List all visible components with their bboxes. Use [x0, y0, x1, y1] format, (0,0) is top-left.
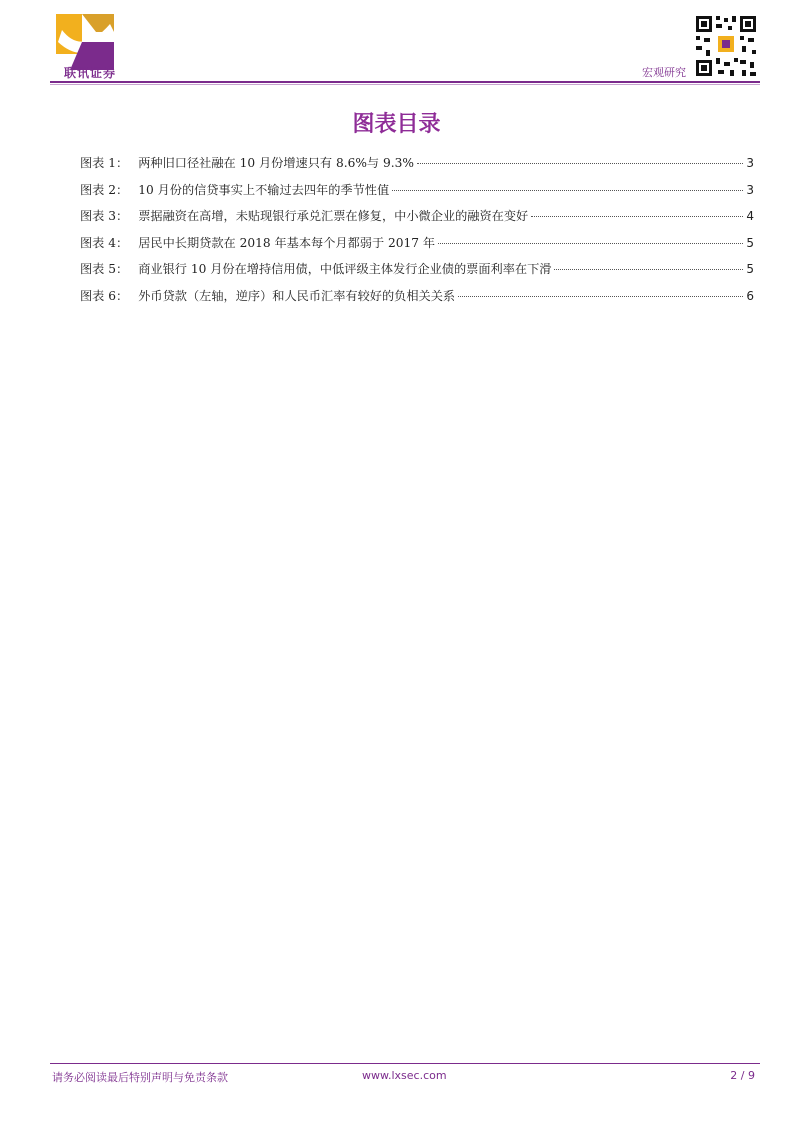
toc-leader-dots — [531, 216, 743, 217]
toc-item-text: 外币贷款（左轴，逆序）和人民币汇率有较好的负相关关系 — [138, 288, 456, 303]
toc-item-1[interactable] — [80, 154, 754, 181]
toc-item-6[interactable] — [80, 287, 754, 314]
company-name: 联讯证券 — [63, 66, 116, 80]
toc-item-text: 居民中长期贷款在 2018 年基本每个月都弱于 2017 年 — [138, 235, 436, 250]
toc-item-5[interactable] — [80, 260, 754, 287]
toc-leader-dots — [392, 190, 743, 191]
header-divider — [50, 81, 760, 83]
toc-item-4[interactable] — [80, 234, 754, 261]
report-category: 宏观研究 — [642, 66, 686, 79]
toc-item-3[interactable] — [80, 207, 754, 234]
toc-list — [80, 154, 754, 313]
toc-item-label: 图表 4： — [80, 235, 129, 250]
toc-title: 图表目录 — [352, 112, 441, 137]
footer-divider — [50, 1063, 760, 1064]
toc-item-page: 3 — [746, 156, 754, 170]
toc-item-text: 10 月份的信贷事实上不输过去四年的季节性值 — [138, 182, 390, 197]
toc-item-page: 4 — [746, 209, 754, 223]
toc-item-label: 图表 6： — [80, 288, 129, 303]
toc-item-label: 图表 2： — [80, 182, 129, 197]
toc-leader-dots — [458, 296, 743, 297]
toc-item-label: 图表 5： — [80, 262, 129, 276]
toc-item-text: 两种旧口径社融在 10 月份增速只有 8.6%与 9.3% — [138, 156, 414, 170]
toc-item-page: 5 — [746, 262, 754, 276]
toc-item-page: 6 — [746, 288, 754, 303]
toc-item-text: 票据融资在高增，未贴现银行承兑汇票在修复，中小微企业的融资在变好 — [138, 209, 529, 223]
header-divider-thin — [50, 84, 760, 85]
toc-item-text: 商业银行 10 月份在增持信用债，中低评级主体发行企业债的票面利率在下滑 — [138, 262, 552, 276]
toc-leader-dots — [554, 269, 743, 270]
toc-item-label: 图表 1： — [80, 156, 129, 170]
toc-leader-dots — [438, 243, 743, 244]
toc-item-page: 5 — [746, 235, 754, 250]
toc-leader-dots — [417, 163, 743, 164]
footer-page-indicator: 2 / 9 — [730, 1069, 755, 1082]
toc-item-page: 3 — [746, 182, 754, 197]
toc-item-label: 图表 3： — [80, 209, 129, 223]
toc-item-2[interactable] — [80, 181, 754, 208]
qr-code-icon — [694, 14, 758, 78]
footer-disclaimer: 请务必阅读最后特别声明与免责条款 — [52, 1071, 228, 1084]
footer-website-link[interactable]: www.lxsec.com — [362, 1069, 447, 1082]
